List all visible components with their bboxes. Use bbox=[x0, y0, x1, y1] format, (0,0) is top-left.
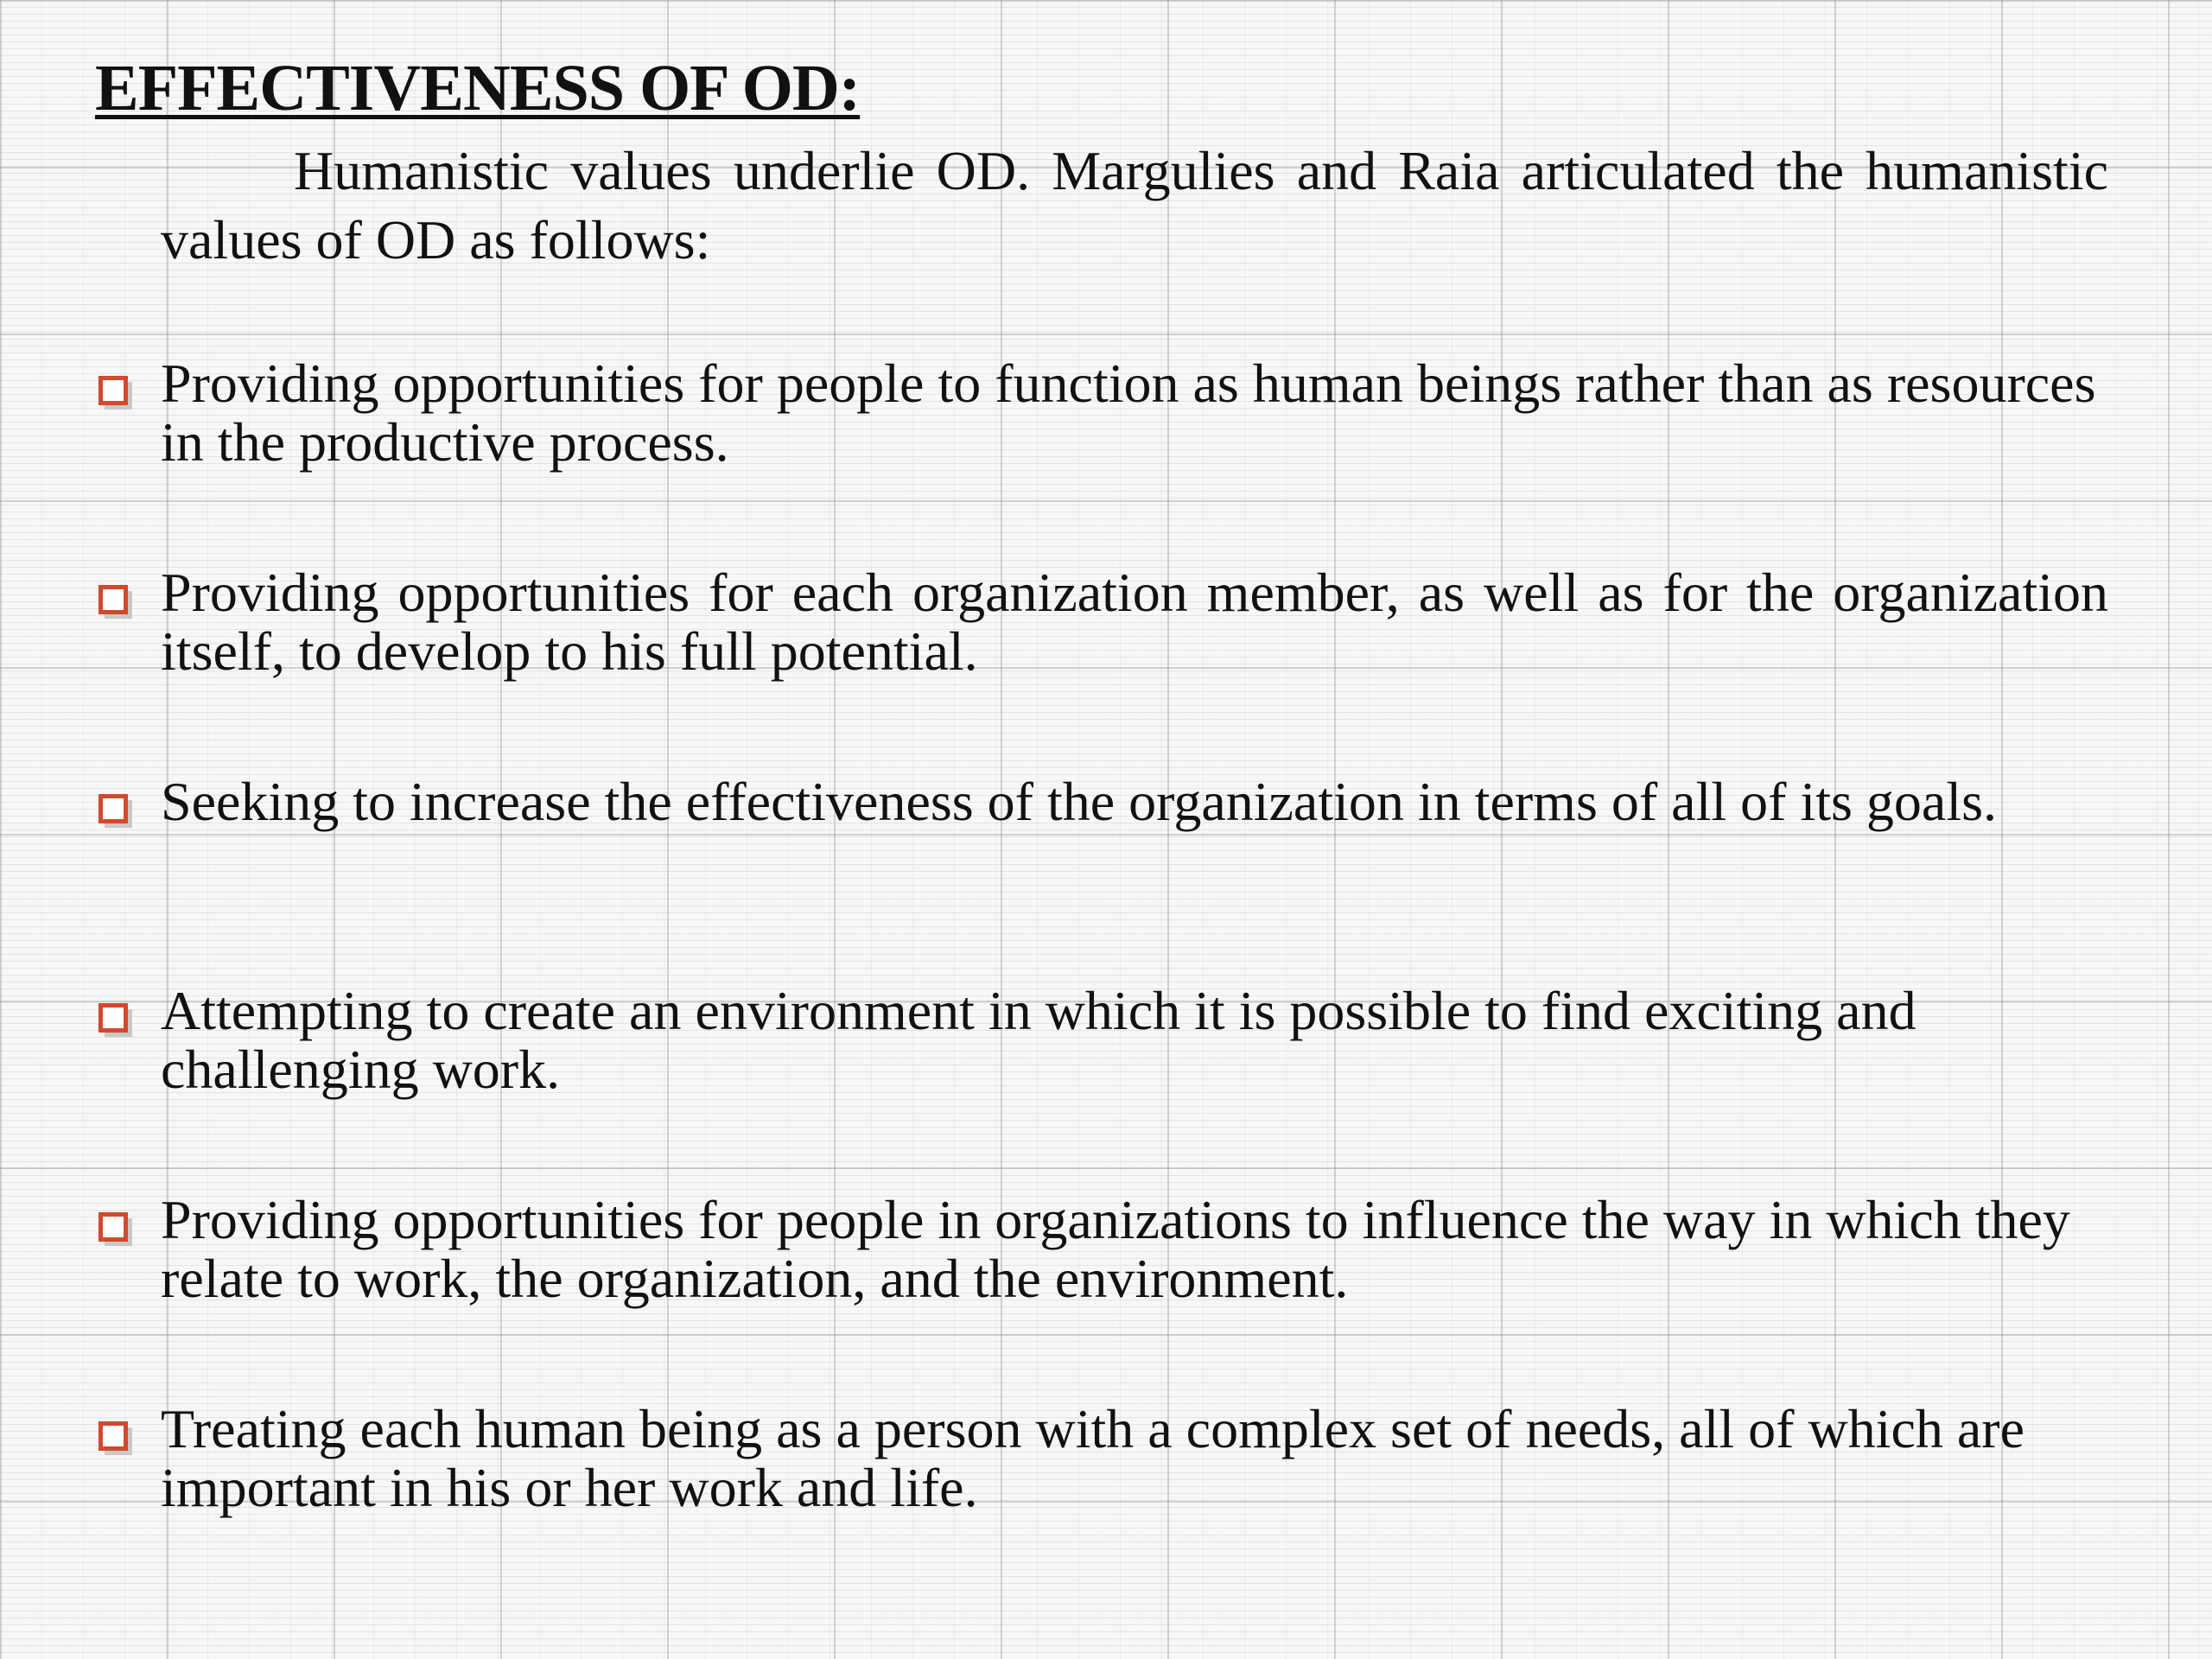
list-item bbox=[95, 354, 2108, 563]
bullet-text: Providing opportunities for each organization member, as well as for the organization itself, to develop to his full potential. bbox=[161, 562, 2108, 682]
list-item bbox=[95, 1400, 2108, 1609]
slide-title: EFFECTIVENESS OF OD: bbox=[95, 52, 861, 124]
square-bullet-icon bbox=[99, 1003, 128, 1033]
list-item bbox=[95, 982, 2108, 1191]
bullet-text: Attempting to create an environment in which it is possible to find exciting and challenging work. bbox=[161, 980, 1916, 1100]
square-bullet-icon bbox=[99, 1212, 128, 1242]
list-item bbox=[95, 1191, 2108, 1400]
square-bullet-icon bbox=[99, 794, 128, 823]
intro-paragraph: Humanistic values underlie OD. Margulies and Raia articulated the humanistic values of OD as follows: bbox=[161, 140, 2108, 270]
square-bullet-icon bbox=[99, 1421, 128, 1451]
bullet-text: Providing opportunities for people to function as human beings rather than as resources in the productive process. bbox=[161, 353, 2096, 473]
list-item bbox=[95, 772, 2108, 982]
bullet-list bbox=[95, 354, 2108, 1609]
bullet-text: Providing opportunities for people in organizations to influence the way in which they relate to work, the organization, and the environment. bbox=[161, 1189, 2070, 1309]
square-bullet-icon bbox=[99, 376, 128, 405]
square-bullet-icon bbox=[99, 585, 128, 614]
bullet-text: Treating each human being as a person with a complex set of needs, all of which are important in his or her work and life. bbox=[161, 1398, 2024, 1518]
list-item bbox=[95, 563, 2108, 772]
bullet-text: Seeking to increase the effectiveness of the organization in terms of all of its goals. bbox=[161, 771, 1997, 832]
